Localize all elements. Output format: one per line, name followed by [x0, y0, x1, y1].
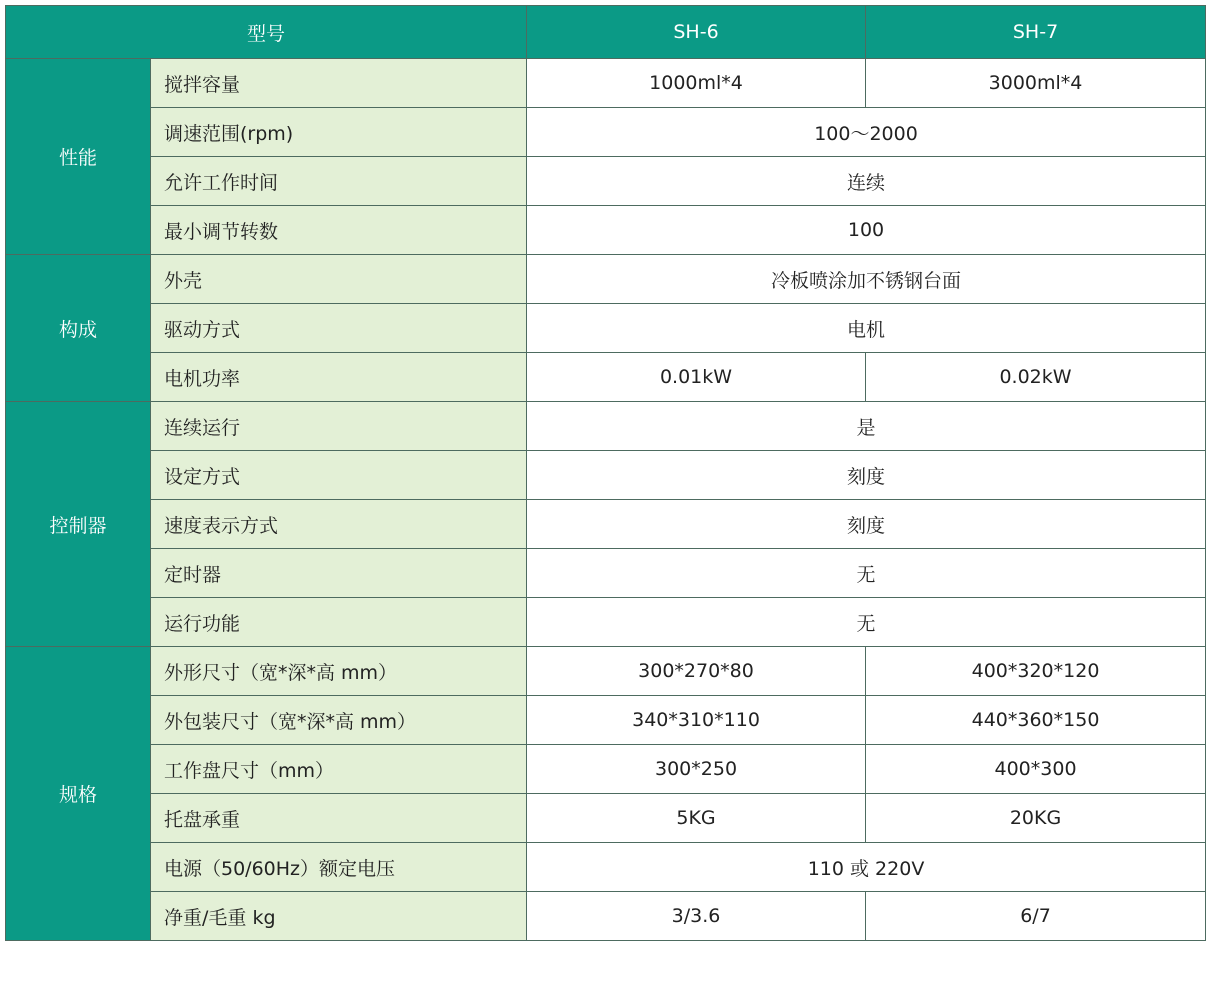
row-label: 定时器	[151, 549, 527, 598]
row-label: 允许工作时间	[151, 157, 527, 206]
row-label: 托盘承重	[151, 794, 527, 843]
header-model-sh6: SH-6	[527, 6, 866, 59]
value-cell-sh7: 440*360*150	[866, 696, 1206, 745]
value-cell-sh6: 3/3.6	[527, 892, 866, 941]
table-row	[6, 304, 1206, 353]
value-cell-sh6: 0.01kW	[527, 353, 866, 402]
header-row	[6, 6, 1206, 59]
table-row	[6, 255, 1206, 304]
value-cell-sh7: 20KG	[866, 794, 1206, 843]
table-row	[6, 696, 1206, 745]
value-cell-sh7: 400*300	[866, 745, 1206, 794]
table-row	[6, 451, 1206, 500]
table-row	[6, 549, 1206, 598]
row-label: 最小调节转数	[151, 206, 527, 255]
value-cell-sh6: 300*270*80	[527, 647, 866, 696]
table-row	[6, 892, 1206, 941]
row-label: 电源（50/60Hz）额定电压	[151, 843, 527, 892]
value-cell-sh6: 5KG	[527, 794, 866, 843]
table-row	[6, 59, 1206, 108]
value-cell-merged: 是	[527, 402, 1206, 451]
table-row	[6, 108, 1206, 157]
category-cell: 规格	[6, 647, 151, 941]
row-label: 外包装尺寸（宽*深*高 mm）	[151, 696, 527, 745]
value-cell-merged: 100～2000	[527, 108, 1206, 157]
category-cell: 性能	[6, 59, 151, 255]
value-cell-merged: 无	[527, 549, 1206, 598]
table-row	[6, 794, 1206, 843]
value-cell-merged: 110 或 220V	[527, 843, 1206, 892]
row-label: 设定方式	[151, 451, 527, 500]
value-cell-merged: 冷板喷涂加不锈钢台面	[527, 255, 1206, 304]
table-row	[6, 598, 1206, 647]
value-cell-merged: 刻度	[527, 451, 1206, 500]
value-cell-sh6: 340*310*110	[527, 696, 866, 745]
value-cell-merged: 无	[527, 598, 1206, 647]
value-cell-sh7: 0.02kW	[866, 353, 1206, 402]
spec-body	[6, 59, 1206, 941]
row-label: 调速范围(rpm)	[151, 108, 527, 157]
row-label: 外壳	[151, 255, 527, 304]
row-label: 运行功能	[151, 598, 527, 647]
value-cell-merged: 电机	[527, 304, 1206, 353]
row-label: 电机功率	[151, 353, 527, 402]
value-cell-sh6: 300*250	[527, 745, 866, 794]
value-cell-sh7: 400*320*120	[866, 647, 1206, 696]
table-row	[6, 843, 1206, 892]
table-row	[6, 353, 1206, 402]
spec-table	[5, 5, 1206, 941]
header-model-sh7: SH-7	[866, 6, 1206, 59]
category-cell: 控制器	[6, 402, 151, 647]
value-cell-merged: 连续	[527, 157, 1206, 206]
table-row	[6, 500, 1206, 549]
row-label: 工作盘尺寸（mm）	[151, 745, 527, 794]
value-cell-sh6: 1000ml*4	[527, 59, 866, 108]
row-label: 连续运行	[151, 402, 527, 451]
row-label: 外形尺寸（宽*深*高 mm）	[151, 647, 527, 696]
row-label: 驱动方式	[151, 304, 527, 353]
table-row	[6, 745, 1206, 794]
row-label: 净重/毛重 kg	[151, 892, 527, 941]
value-cell-sh7: 6/7	[866, 892, 1206, 941]
table-row	[6, 647, 1206, 696]
category-cell: 构成	[6, 255, 151, 402]
value-cell-merged: 刻度	[527, 500, 1206, 549]
value-cell-merged: 100	[527, 206, 1206, 255]
row-label: 搅拌容量	[151, 59, 527, 108]
table-row	[6, 206, 1206, 255]
table-row	[6, 402, 1206, 451]
value-cell-sh7: 3000ml*4	[866, 59, 1206, 108]
header-model-label: 型号	[6, 6, 527, 59]
row-label: 速度表示方式	[151, 500, 527, 549]
table-row	[6, 157, 1206, 206]
